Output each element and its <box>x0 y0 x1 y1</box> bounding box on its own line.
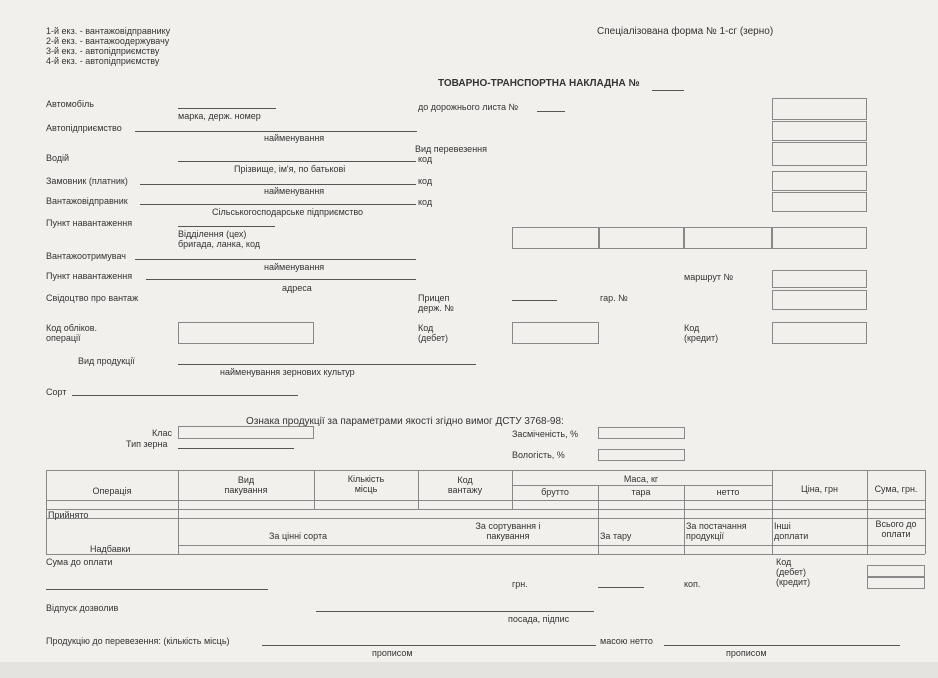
driver-line[interactable] <box>178 161 416 162</box>
customer-code-box[interactable] <box>772 171 867 191</box>
waybill-line[interactable] <box>537 111 565 112</box>
garage-label: гар. № <box>600 293 628 303</box>
col-price: Ціна, грн <box>801 484 838 494</box>
class-label: Клас <box>152 428 172 438</box>
scan-bottom-edge <box>0 662 938 678</box>
cell-for-sorting-1: За сортування і <box>475 521 541 531</box>
unloading-point-line[interactable] <box>146 279 416 280</box>
kop-label: коп. <box>684 579 701 589</box>
col-package-2: пакування <box>224 485 268 495</box>
net-mass-line[interactable] <box>664 645 900 646</box>
cell-for-supply-1: За постачання <box>686 521 747 531</box>
car-line[interactable] <box>178 108 276 109</box>
moisture-box[interactable] <box>598 449 685 461</box>
row-surcharges: Надбавки <box>90 544 131 554</box>
transport-company-line[interactable] <box>135 131 417 132</box>
row-accepted: Прийнято <box>48 510 89 520</box>
crop-hint: найменування зернових культур <box>220 367 355 377</box>
in-words-hint-2: прописом <box>726 648 767 658</box>
waybill-number-box[interactable] <box>772 98 867 120</box>
consignee-hint: найменування <box>264 262 325 272</box>
customer-line[interactable] <box>140 184 416 185</box>
debit-code-box[interactable] <box>512 322 599 344</box>
sum-due-label: Сума до оплати <box>46 557 113 567</box>
transport-type-code: код <box>418 154 433 164</box>
col-tare: тара <box>631 487 651 497</box>
credit-code-label: Код <box>684 323 700 333</box>
grade-label: Сорт <box>46 387 67 397</box>
products-count-line[interactable] <box>262 645 596 646</box>
customer-code: код <box>418 176 433 186</box>
sum-due-line[interactable] <box>46 589 268 590</box>
debit-code-label: Код <box>418 323 434 333</box>
product-type-label: Вид продукції <box>78 356 135 366</box>
impurity-label: Засміченість, % <box>512 429 579 439</box>
uah-label: грн. <box>512 579 528 589</box>
col-cargo-code-2: вантажу <box>447 485 483 495</box>
shipper-line[interactable] <box>140 204 416 205</box>
credit-word: (кредит) <box>684 333 719 343</box>
driver-hint: Прізвище, ім'я, по батькові <box>234 164 346 174</box>
transport-code-box[interactable] <box>772 142 867 166</box>
cell-other-2: доплати <box>774 531 809 541</box>
credit-sum-box[interactable] <box>867 577 925 589</box>
copy-line-4: 4-й екз. - автопідприємству <box>46 56 160 66</box>
position-hint: посада, підпис <box>508 614 570 624</box>
loading-hint-2: бригада, ланка, код <box>178 239 261 249</box>
cell-total-1: Всього до <box>875 519 917 529</box>
moisture-label: Вологість, % <box>512 450 565 460</box>
in-words-hint-1: прописом <box>372 648 413 658</box>
quality-header: Ознака продукції за параметрами якості згідно вимог ДСТУ 3768-98: <box>246 416 564 427</box>
shipper-label: Вантажовідправник <box>46 196 128 206</box>
loading-point-line[interactable] <box>178 226 275 227</box>
products-line-label: Продукцію до перевезення: (кількість місць) <box>46 636 230 646</box>
waybill-label: до дорожнього листа № <box>418 102 519 112</box>
driver-label: Водій <box>46 153 70 163</box>
loading-cell-2[interactable] <box>599 227 684 249</box>
trailer-label-1: Прицеп <box>418 293 450 303</box>
col-gross: брутто <box>541 487 569 497</box>
unloading-point-label: Пункт навантаження <box>46 271 133 281</box>
loading-cell-1[interactable] <box>512 227 599 249</box>
loading-cell-3[interactable] <box>684 227 772 249</box>
copy-line-1: 1-й екз. - вантажовідправнику <box>46 26 171 36</box>
footer-code-1: Код <box>776 557 792 567</box>
copy-line-3: 3-й екз. - автопідприємству <box>46 46 160 56</box>
footer-code-2: (дебет) <box>776 567 807 577</box>
acc-code-label-2: операції <box>46 333 81 343</box>
shipper-code-box[interactable] <box>772 192 867 212</box>
grain-type-line[interactable] <box>178 448 294 449</box>
customer-label: Замовник (платник) <box>46 176 128 186</box>
col-net: нетто <box>716 487 740 497</box>
car-hint: марка, держ. номер <box>178 111 261 121</box>
product-type-line[interactable] <box>178 364 476 365</box>
transport-company-label: Автопідприємство <box>46 123 122 133</box>
form-code: Спеціалізована форма № 1-сг (зерно) <box>597 26 774 37</box>
route-box-1[interactable] <box>772 270 867 288</box>
address-hint: адреса <box>282 283 312 293</box>
col-cargo-code-1: Код <box>457 475 473 485</box>
class-box[interactable] <box>178 426 314 439</box>
cell-for-supply-2: продукції <box>686 531 725 541</box>
route-label: маршрут № <box>684 272 734 282</box>
cell-for-grade: За цінні сорта <box>269 531 327 541</box>
cell-total-2: оплати <box>881 529 911 539</box>
acc-code-label-1: Код облікoв. <box>46 323 98 333</box>
title-number-line <box>652 90 684 91</box>
trailer-label-2: держ. № <box>418 303 454 313</box>
col-places-2: місць <box>354 484 378 494</box>
acc-code-box[interactable] <box>178 322 314 344</box>
footer-code-3: (кредит) <box>776 577 811 587</box>
loading-code-box[interactable] <box>772 227 867 249</box>
consignee-label: Вантажоотримувач <box>46 251 126 261</box>
grain-type-label: Тип зерна <box>126 439 168 449</box>
cell-for-sorting-2: пакування <box>486 531 530 541</box>
col-mass: Маса, кг <box>623 474 659 484</box>
consignee-line[interactable] <box>135 259 416 260</box>
cell-other-1: Інші <box>774 521 791 531</box>
copy-line-2: 2-й екз. - вантажоодержувачу <box>46 36 170 46</box>
car-label: Автомобіль <box>46 99 94 109</box>
loading-point-label: Пункт навантаження <box>46 218 133 228</box>
shipper-hint: Сільськогосподарське підприємство <box>212 207 364 217</box>
release-line[interactable] <box>316 611 594 612</box>
debit-sum-box[interactable] <box>867 565 925 577</box>
company-code-box[interactable] <box>772 121 867 141</box>
form-title: ТОВАРНО-ТРАНСПОРТНА НАКЛАДНА № <box>438 78 640 89</box>
release-label: Відпуск дозволив <box>46 603 119 613</box>
col-package-1: Вид <box>237 475 255 485</box>
col-places-1: Кількість <box>347 474 385 484</box>
kop-line[interactable] <box>598 587 644 588</box>
net-mass-label: масою нетто <box>600 636 653 646</box>
customer-hint: найменування <box>264 186 325 196</box>
cell-for-tare: За тару <box>600 531 632 541</box>
route-box-2[interactable] <box>772 290 867 310</box>
credit-code-box[interactable] <box>772 322 867 344</box>
trailer-line[interactable] <box>512 300 557 301</box>
cargo-cert-label: Свідоцтво про вантаж <box>46 293 139 303</box>
impurity-box[interactable] <box>598 427 685 439</box>
debit-word: (дебет) <box>418 333 449 343</box>
transport-type-label: Вид перевезення <box>415 144 488 154</box>
loading-hint-1: Відділення (цех) <box>178 229 247 239</box>
transport-company-hint: найменування <box>264 133 325 143</box>
shipper-code: код <box>418 197 433 207</box>
col-operation: Операція <box>92 486 132 496</box>
col-sum: Сума, грн. <box>874 484 918 494</box>
grade-line[interactable] <box>72 395 298 396</box>
